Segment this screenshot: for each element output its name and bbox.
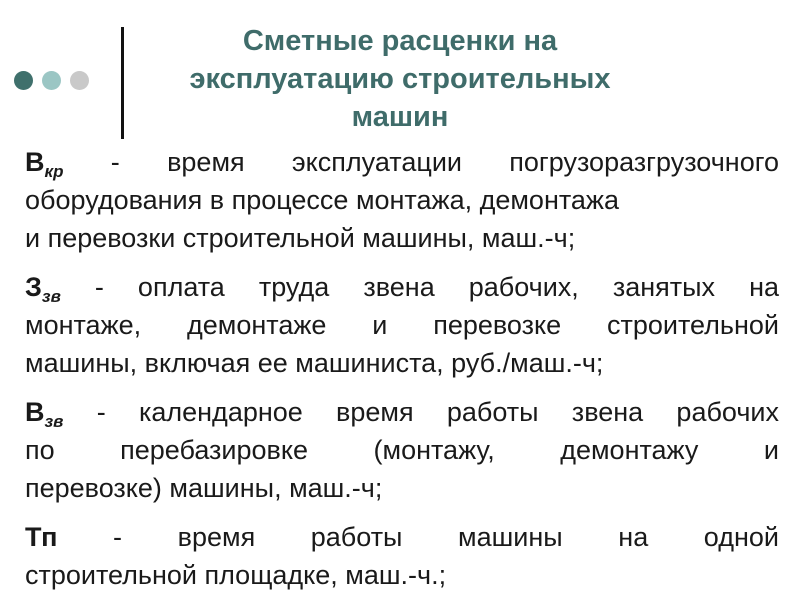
definition-line: машины, включая ее машиниста, руб./маш.-ч; [25, 348, 604, 378]
vertical-divider [121, 27, 124, 139]
definition-text: - время эксплуатации погрузоразгрузочного [63, 147, 779, 177]
term-letter: В [25, 147, 45, 177]
definition-text: - оплата труда звена рабочих, занятых на [60, 272, 779, 302]
definition-tp [25, 518, 779, 594]
title-line: эксплуатацию строительных [189, 63, 611, 95]
definition-line: монтаже, демонтаже и перевозке строительной [25, 310, 779, 340]
definition-term [25, 147, 64, 181]
definition-first-line [25, 143, 779, 181]
definitions-list [25, 143, 779, 605]
definition-term [25, 397, 64, 431]
slide-title [150, 22, 650, 136]
definition-vzv [25, 393, 779, 507]
definition-line: по перебазировке (монтажу, демонтажу и [25, 435, 779, 465]
definition-vkr [25, 143, 779, 257]
definition-zzv [25, 268, 779, 382]
title-line: Сметные расценки на [242, 25, 558, 57]
definition-line: оборудования в процессе монтажа, демонтажа [25, 185, 620, 215]
definition-term [25, 522, 57, 552]
term-subscript: зв [41, 287, 61, 306]
term-letter: З [25, 272, 42, 302]
bullet-dots [14, 71, 89, 90]
definition-first-line [25, 393, 779, 431]
dot-light-icon [42, 71, 61, 90]
term-subscript: кр [44, 162, 64, 181]
definition-first-line [25, 518, 779, 556]
term-subscript: зв [44, 412, 64, 431]
definition-line: строительной площадке, маш.-ч.; [25, 560, 447, 590]
term-letter: В [25, 397, 45, 427]
definition-first-line [25, 268, 779, 306]
dot-grey-icon [70, 71, 89, 90]
definition-text: - время работы машины на одной [57, 522, 779, 552]
dot-dark-icon [14, 71, 33, 90]
definition-line: и перевозки строительной машины, маш.-ч; [25, 223, 576, 253]
title-line: машин [351, 101, 449, 133]
definition-line: перевозке) машины, маш.-ч; [25, 473, 383, 503]
definition-term [25, 272, 61, 306]
definition-text: - календарное время работы звена рабочих [63, 397, 779, 427]
term-letter: Тп [25, 522, 58, 552]
